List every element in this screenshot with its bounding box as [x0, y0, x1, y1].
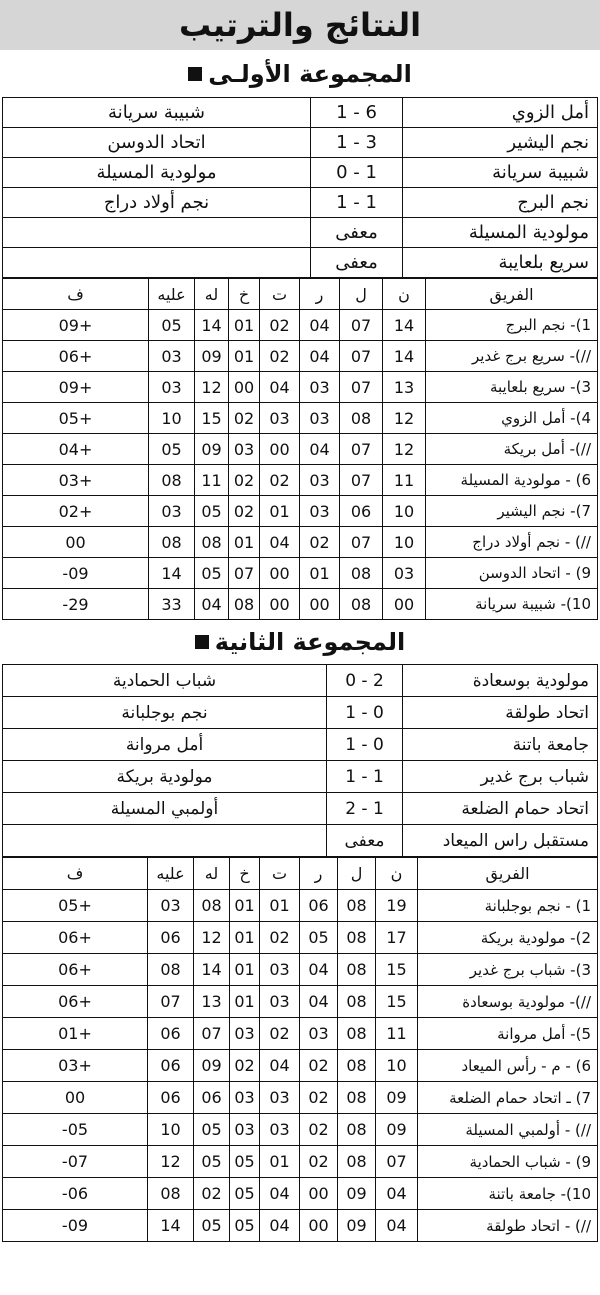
played: 09	[338, 1178, 376, 1210]
draws: 00	[260, 589, 300, 620]
goal-difference: 29-	[3, 589, 149, 620]
column-header-draws: ت	[260, 279, 300, 310]
goals-against: 03	[149, 341, 195, 372]
column-header-team-name: الفريق	[418, 858, 598, 890]
played: 07	[340, 527, 383, 558]
column-header-goals-against: عليه	[148, 858, 194, 890]
goals-against: 14	[149, 558, 195, 589]
goal-difference: +05	[3, 890, 148, 922]
draws: 03	[260, 954, 300, 986]
result-row	[3, 218, 598, 248]
goals-against: 14	[148, 1210, 194, 1242]
goals-against: 08	[149, 527, 195, 558]
points: 10	[383, 496, 426, 527]
played: 08	[338, 1018, 376, 1050]
points: 14	[383, 310, 426, 341]
draws: 03	[260, 403, 300, 434]
match-score: معفى	[311, 218, 403, 248]
wins: 04	[300, 954, 338, 986]
goals-for: 08	[194, 890, 230, 922]
match-score: 1 - 1	[327, 761, 403, 793]
home-team: جامعة باتنة	[403, 729, 598, 761]
standings-row	[3, 1178, 598, 1210]
wins: 01	[300, 558, 340, 589]
result-row	[3, 248, 598, 278]
goals-for: 05	[195, 496, 229, 527]
away-team: مولودية المسيلة	[3, 158, 311, 188]
goal-difference: +03	[3, 1050, 148, 1082]
points: 00	[383, 589, 426, 620]
goals-for: 06	[194, 1082, 230, 1114]
match-score: 0 - 1	[327, 697, 403, 729]
draws: 03	[260, 1114, 300, 1146]
losses: 02	[229, 496, 260, 527]
standings-row	[3, 527, 598, 558]
goal-difference: +06	[3, 954, 148, 986]
goals-for: 05	[194, 1146, 230, 1178]
points: 10	[376, 1050, 418, 1082]
goals-for: 05	[194, 1210, 230, 1242]
draws: 04	[260, 527, 300, 558]
goal-difference: +01	[3, 1018, 148, 1050]
played: 08	[338, 1114, 376, 1146]
home-team: اتحاد حمام الضلعة	[403, 793, 598, 825]
away-team	[3, 248, 311, 278]
group2-title-bar	[0, 620, 600, 664]
wins: 04	[300, 341, 340, 372]
match-score: 0 - 1	[327, 729, 403, 761]
team-name: 1) - نجم بوجلبانة	[418, 890, 598, 922]
standings-row	[3, 372, 598, 403]
team-name: 3)- شباب برج غدير	[418, 954, 598, 986]
column-header-played: ل	[338, 858, 376, 890]
goals-for: 09	[195, 341, 229, 372]
points: 04	[376, 1178, 418, 1210]
home-team: مستقبل راس الميعاد	[403, 825, 598, 857]
points: 03	[383, 558, 426, 589]
wins: 05	[300, 922, 338, 954]
away-team: شباب الحمادية	[3, 665, 327, 697]
group1-results-table	[2, 97, 598, 278]
match-score: 1 - 2	[327, 793, 403, 825]
standings-row	[3, 310, 598, 341]
group2-title: المجموعة الثانية	[214, 628, 406, 656]
wins: 03	[300, 1018, 338, 1050]
losses: 01	[229, 527, 260, 558]
points: 11	[383, 465, 426, 496]
wins: 06	[300, 890, 338, 922]
team-name: //)- سريع برج غدير	[426, 341, 598, 372]
goals-for: 05	[194, 1114, 230, 1146]
team-name: 10)- جامعة باتنة	[418, 1178, 598, 1210]
wins: 02	[300, 527, 340, 558]
goals-for: 13	[194, 986, 230, 1018]
away-team: نجم بوجلبانة	[3, 697, 327, 729]
goal-difference: +09	[3, 310, 149, 341]
team-name: 2)- مولودية بريكة	[418, 922, 598, 954]
away-team	[3, 825, 327, 857]
home-team: نجم البرج	[403, 188, 598, 218]
team-name: 7) ـ اتحاد حمام الضلعة	[418, 1082, 598, 1114]
goals-for: 09	[195, 434, 229, 465]
away-team	[3, 218, 311, 248]
losses: 01	[230, 986, 260, 1018]
wins: 02	[300, 1146, 338, 1178]
black-square-icon	[195, 635, 209, 649]
away-team: نجم أولاد دراج	[3, 188, 311, 218]
goal-difference: +03	[3, 465, 149, 496]
standings-row	[3, 434, 598, 465]
played: 08	[340, 589, 383, 620]
goals-for: 07	[194, 1018, 230, 1050]
draws: 02	[260, 465, 300, 496]
draws: 00	[260, 558, 300, 589]
standings-row	[3, 890, 598, 922]
points: 11	[376, 1018, 418, 1050]
column-header-goal-difference: ف	[3, 279, 149, 310]
goals-for: 02	[194, 1178, 230, 1210]
goal-difference: +04	[3, 434, 149, 465]
goals-against: 06	[148, 1050, 194, 1082]
losses: 05	[230, 1178, 260, 1210]
points: 07	[376, 1146, 418, 1178]
goal-difference: 00	[3, 1082, 148, 1114]
goal-difference: +02	[3, 496, 149, 527]
team-name: 1)- نجم البرج	[426, 310, 598, 341]
losses: 01	[229, 310, 260, 341]
team-name: 9) - اتحاد الدوسن	[426, 558, 598, 589]
draws: 01	[260, 890, 300, 922]
points: 17	[376, 922, 418, 954]
match-score: معفى	[327, 825, 403, 857]
column-header-played: ل	[340, 279, 383, 310]
match-score: 2 - 0	[327, 665, 403, 697]
draws: 02	[260, 341, 300, 372]
goal-difference: +06	[3, 986, 148, 1018]
played: 07	[340, 465, 383, 496]
wins: 04	[300, 986, 338, 1018]
team-name: 9) - شباب الحمادية	[418, 1146, 598, 1178]
draws: 01	[260, 1146, 300, 1178]
away-team: اتحاد الدوسن	[3, 128, 311, 158]
draws: 00	[260, 434, 300, 465]
column-header-points: ن	[383, 279, 426, 310]
home-team: سريع بلعايبة	[403, 248, 598, 278]
group1-standings-table	[2, 278, 598, 620]
match-score: 1 - 1	[311, 188, 403, 218]
goals-against: 12	[148, 1146, 194, 1178]
page-title: النتائج والترتيب	[178, 6, 422, 44]
losses: 03	[230, 1018, 260, 1050]
goals-for: 14	[194, 954, 230, 986]
page-title-banner	[0, 0, 600, 50]
losses: 03	[230, 1114, 260, 1146]
team-name: //) - أولمبي المسيلة	[418, 1114, 598, 1146]
team-name: 5)- أمل مروانة	[418, 1018, 598, 1050]
points: 10	[383, 527, 426, 558]
losses: 03	[230, 1082, 260, 1114]
draws: 04	[260, 1178, 300, 1210]
points: 09	[376, 1114, 418, 1146]
match-score: 6 - 1	[311, 98, 403, 128]
wins: 03	[300, 496, 340, 527]
goal-difference: +09	[3, 372, 149, 403]
away-team: مولودية بريكة	[3, 761, 327, 793]
wins: 02	[300, 1114, 338, 1146]
standings-row	[3, 341, 598, 372]
played: 09	[338, 1210, 376, 1242]
match-score: 1 - 0	[311, 158, 403, 188]
wins: 00	[300, 1178, 338, 1210]
standings-row	[3, 403, 598, 434]
group2-standings-table	[2, 857, 598, 1242]
team-name: 10)- شبيبة سريانة	[426, 589, 598, 620]
goal-difference: 06-	[3, 1178, 148, 1210]
result-row	[3, 158, 598, 188]
played: 07	[340, 341, 383, 372]
home-team: أمل الزوي	[403, 98, 598, 128]
goal-difference: +05	[3, 403, 149, 434]
standings-header-row	[3, 279, 598, 310]
home-team: نجم اليشير	[403, 128, 598, 158]
goals-against: 10	[149, 403, 195, 434]
played: 07	[340, 434, 383, 465]
goals-against: 05	[149, 434, 195, 465]
result-row	[3, 665, 598, 697]
played: 08	[340, 403, 383, 434]
goals-for: 09	[194, 1050, 230, 1082]
standings-row	[3, 558, 598, 589]
draws: 01	[260, 496, 300, 527]
draws: 02	[260, 310, 300, 341]
wins: 00	[300, 1210, 338, 1242]
standings-row	[3, 986, 598, 1018]
result-row	[3, 188, 598, 218]
goals-against: 03	[148, 890, 194, 922]
goals-against: 06	[148, 922, 194, 954]
standings-row	[3, 1146, 598, 1178]
standings-row	[3, 1050, 598, 1082]
column-header-points: ن	[376, 858, 418, 890]
team-name: //)- أمل بريكة	[426, 434, 598, 465]
wins: 04	[300, 310, 340, 341]
group2-results-table	[2, 664, 598, 857]
losses: 07	[229, 558, 260, 589]
standings-row	[3, 496, 598, 527]
draws: 02	[260, 922, 300, 954]
wins: 03	[300, 465, 340, 496]
played: 07	[340, 372, 383, 403]
team-name: //) - نجم أولاد دراج	[426, 527, 598, 558]
losses: 01	[230, 890, 260, 922]
group1-title-bar	[0, 50, 600, 97]
goals-against: 10	[148, 1114, 194, 1146]
played: 08	[338, 1082, 376, 1114]
column-header-goals-against: عليه	[149, 279, 195, 310]
away-team: أولمبي المسيلة	[3, 793, 327, 825]
column-header-losses: خ	[229, 279, 260, 310]
draws: 04	[260, 1210, 300, 1242]
result-row	[3, 761, 598, 793]
standings-row	[3, 954, 598, 986]
column-header-wins: ر	[300, 858, 338, 890]
home-team: مولودية بوسعادة	[403, 665, 598, 697]
losses: 05	[230, 1146, 260, 1178]
draws: 04	[260, 1050, 300, 1082]
team-name: //) - اتحاد طولقة	[418, 1210, 598, 1242]
home-team: مولودية المسيلة	[403, 218, 598, 248]
points: 12	[383, 434, 426, 465]
team-name: 3)- سريع بلعايبة	[426, 372, 598, 403]
team-name: //)- مولودية بوسعادة	[418, 986, 598, 1018]
goals-against: 33	[149, 589, 195, 620]
losses: 01	[229, 341, 260, 372]
column-header-goal-difference: ف	[3, 858, 148, 890]
played: 07	[340, 310, 383, 341]
played: 08	[338, 1050, 376, 1082]
standings-row	[3, 1210, 598, 1242]
column-header-team-name: الفريق	[426, 279, 598, 310]
goals-against: 03	[149, 496, 195, 527]
away-team: شبيبة سريانة	[3, 98, 311, 128]
losses: 00	[229, 372, 260, 403]
played: 08	[338, 1146, 376, 1178]
points: 04	[376, 1210, 418, 1242]
goal-difference: 00	[3, 527, 149, 558]
standings-row	[3, 1114, 598, 1146]
played: 08	[338, 954, 376, 986]
draws: 03	[260, 1082, 300, 1114]
points: 15	[376, 986, 418, 1018]
standings-row	[3, 465, 598, 496]
column-header-goals-for: له	[195, 279, 229, 310]
wins: 03	[300, 403, 340, 434]
wins: 04	[300, 434, 340, 465]
home-team: اتحاد طولقة	[403, 697, 598, 729]
goal-difference: +06	[3, 341, 149, 372]
played: 08	[338, 986, 376, 1018]
goals-for: 11	[195, 465, 229, 496]
standings-row	[3, 1082, 598, 1114]
wins: 02	[300, 1050, 338, 1082]
column-header-losses: خ	[230, 858, 260, 890]
result-row	[3, 128, 598, 158]
result-row	[3, 825, 598, 857]
points: 14	[383, 341, 426, 372]
goal-difference: +06	[3, 922, 148, 954]
black-square-icon	[188, 67, 202, 81]
standings-header-row	[3, 858, 598, 890]
goals-against: 08	[148, 1178, 194, 1210]
goal-difference: 09-	[3, 558, 149, 589]
standings-row	[3, 589, 598, 620]
team-name: 6) - م - رأس الميعاد	[418, 1050, 598, 1082]
draws: 04	[260, 372, 300, 403]
losses: 01	[230, 954, 260, 986]
result-row	[3, 98, 598, 128]
played: 08	[340, 558, 383, 589]
column-header-draws: ت	[260, 858, 300, 890]
played: 08	[338, 890, 376, 922]
losses: 02	[230, 1050, 260, 1082]
points: 09	[376, 1082, 418, 1114]
goals-against: 08	[148, 954, 194, 986]
losses: 08	[229, 589, 260, 620]
result-row	[3, 697, 598, 729]
goals-against: 08	[149, 465, 195, 496]
goals-against: 07	[148, 986, 194, 1018]
goals-for: 08	[195, 527, 229, 558]
losses: 02	[229, 465, 260, 496]
goals-for: 12	[194, 922, 230, 954]
played: 08	[338, 922, 376, 954]
goals-for: 05	[195, 558, 229, 589]
away-team: أمل مروانة	[3, 729, 327, 761]
column-header-goals-for: له	[194, 858, 230, 890]
draws: 03	[260, 986, 300, 1018]
goals-against: 05	[149, 310, 195, 341]
team-name: 4)- أمل الزوي	[426, 403, 598, 434]
column-header-wins: ر	[300, 279, 340, 310]
goals-against: 06	[148, 1018, 194, 1050]
losses: 01	[230, 922, 260, 954]
goals-for: 15	[195, 403, 229, 434]
points: 15	[376, 954, 418, 986]
result-row	[3, 729, 598, 761]
wins: 00	[300, 589, 340, 620]
standings-row	[3, 1018, 598, 1050]
team-name: 7)- نجم اليشير	[426, 496, 598, 527]
match-score: معفى	[311, 248, 403, 278]
goal-difference: 07-	[3, 1146, 148, 1178]
draws: 02	[260, 1018, 300, 1050]
wins: 03	[300, 372, 340, 403]
match-score: 3 - 1	[311, 128, 403, 158]
points: 12	[383, 403, 426, 434]
goals-against: 03	[149, 372, 195, 403]
losses: 05	[230, 1210, 260, 1242]
group1-title: المجموعة الأولـى	[208, 59, 412, 88]
losses: 02	[229, 403, 260, 434]
home-team: شبيبة سريانة	[403, 158, 598, 188]
points: 19	[376, 890, 418, 922]
goals-for: 14	[195, 310, 229, 341]
wins: 02	[300, 1082, 338, 1114]
goals-for: 04	[195, 589, 229, 620]
team-name: 6) - مولودية المسيلة	[426, 465, 598, 496]
goals-against: 06	[148, 1082, 194, 1114]
goal-difference: 05-	[3, 1114, 148, 1146]
points: 13	[383, 372, 426, 403]
goals-for: 12	[195, 372, 229, 403]
played: 06	[340, 496, 383, 527]
goal-difference: 09-	[3, 1210, 148, 1242]
losses: 03	[229, 434, 260, 465]
home-team: شباب برج غدير	[403, 761, 598, 793]
standings-row	[3, 922, 598, 954]
result-row	[3, 793, 598, 825]
